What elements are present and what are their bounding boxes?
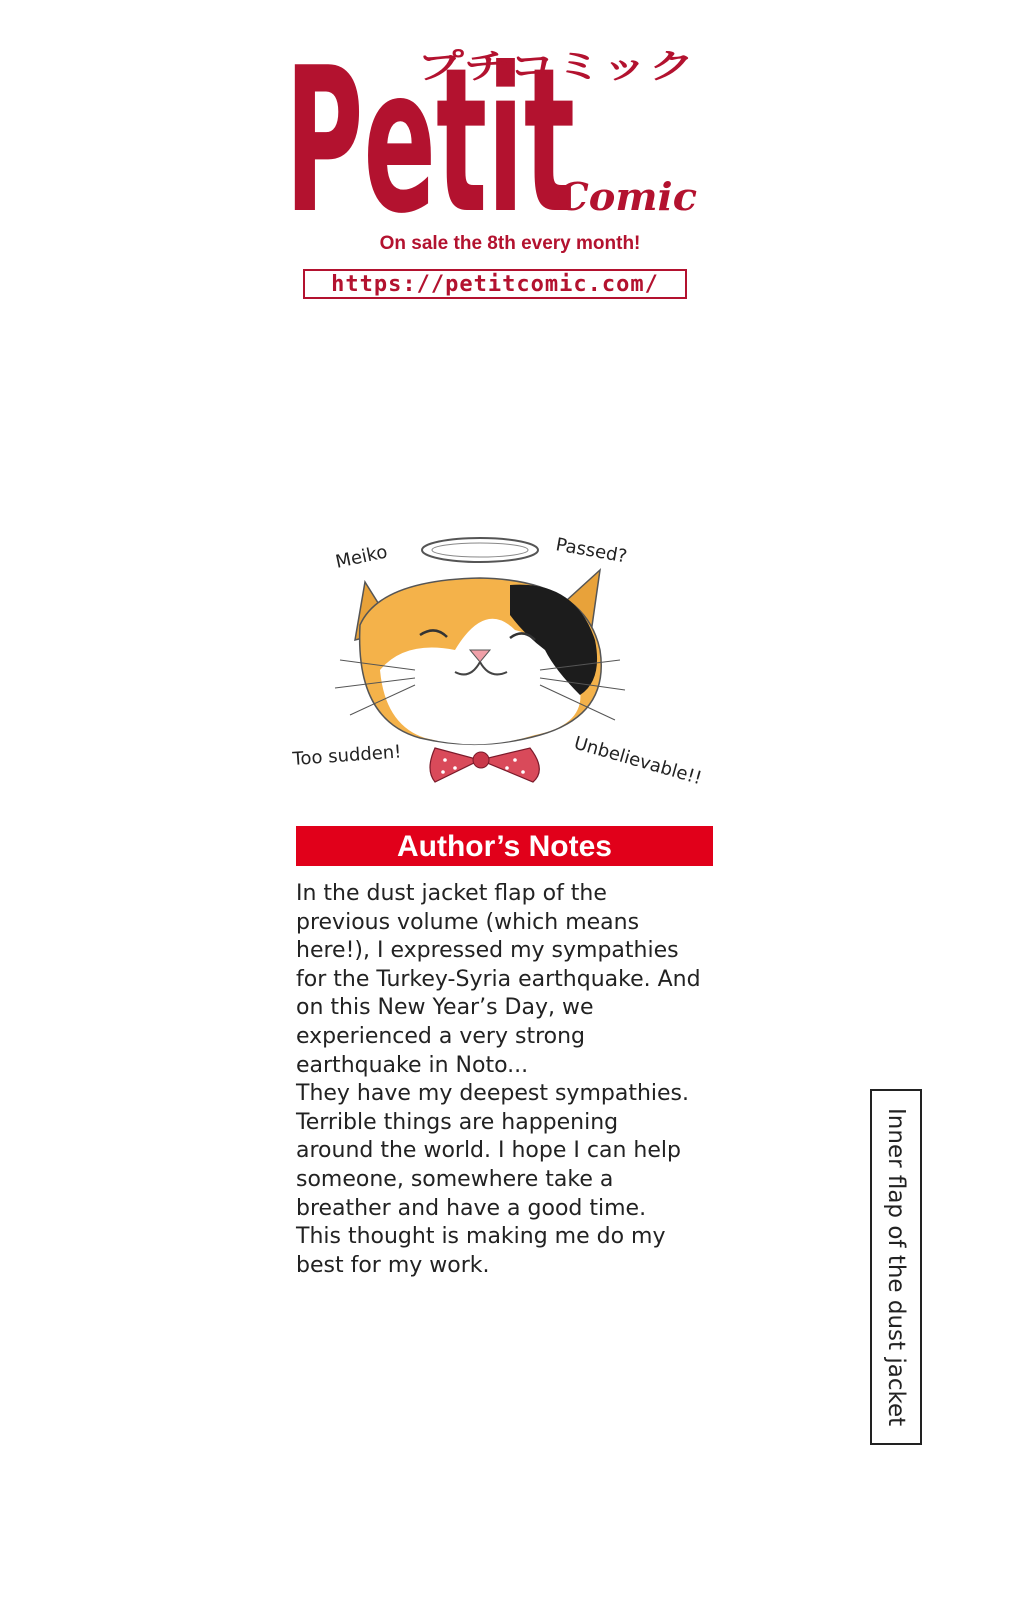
logo-main-text: Petit xyxy=(285,38,575,223)
label-meiko: Meiko xyxy=(333,541,390,573)
petit-comic-logo xyxy=(285,38,725,223)
halo-inner-icon xyxy=(432,543,528,557)
inner-flap-label xyxy=(870,1089,922,1445)
notes-line: breather and have a good time. xyxy=(296,1195,647,1221)
notes-line: In the dust jacket flap of the xyxy=(296,881,607,906)
notes-line: around the world. I hope I can help xyxy=(296,1138,681,1164)
logo-graphic xyxy=(285,38,725,223)
notes-line: experienced a very strong xyxy=(296,1023,585,1049)
cat-illustration xyxy=(285,520,735,805)
label-too-sudden: Too sudden! xyxy=(291,741,403,770)
label-passed: Passed? xyxy=(554,534,629,568)
notes-line: previous volume (which means xyxy=(296,909,640,935)
notes-line: Terrible things are happening xyxy=(296,1109,619,1135)
logo-sub-text: Comic xyxy=(557,174,697,219)
bow-right-icon xyxy=(480,748,539,782)
notes-line: someone, somewhere take a xyxy=(296,1166,614,1192)
cat-drawing xyxy=(285,520,735,805)
notes-line: best for my work. xyxy=(296,1252,490,1278)
authors-notes-heading: Author’s Notes xyxy=(296,826,713,866)
website-url[interactable]: https://petitcomic.com/ xyxy=(303,269,687,299)
notes-line: here!), I expressed my sympathies xyxy=(296,938,679,964)
notes-line: on this New Year’s Day, we xyxy=(296,995,594,1021)
notes-line: earthquake in Noto... xyxy=(296,1052,529,1078)
notes-line: This thought is making me do my xyxy=(296,1224,666,1250)
label-unbelievable: Unbelievable!! xyxy=(571,732,705,790)
authors-notes-body xyxy=(296,880,726,1280)
notes-line: for the Turkey-Syria earthquake. And xyxy=(296,966,701,992)
logo-katakana: プチコミック xyxy=(417,47,695,87)
notes-line: They have my deepest sympathies. xyxy=(296,1081,689,1107)
inner-flap-label-text: Inner flap of the dust jacket xyxy=(883,1107,909,1427)
bow-knot-icon xyxy=(473,752,489,768)
bow-left-icon xyxy=(430,748,480,782)
halo-icon xyxy=(422,538,538,562)
on-sale-tagline: On sale the 8th every month! xyxy=(379,233,641,254)
